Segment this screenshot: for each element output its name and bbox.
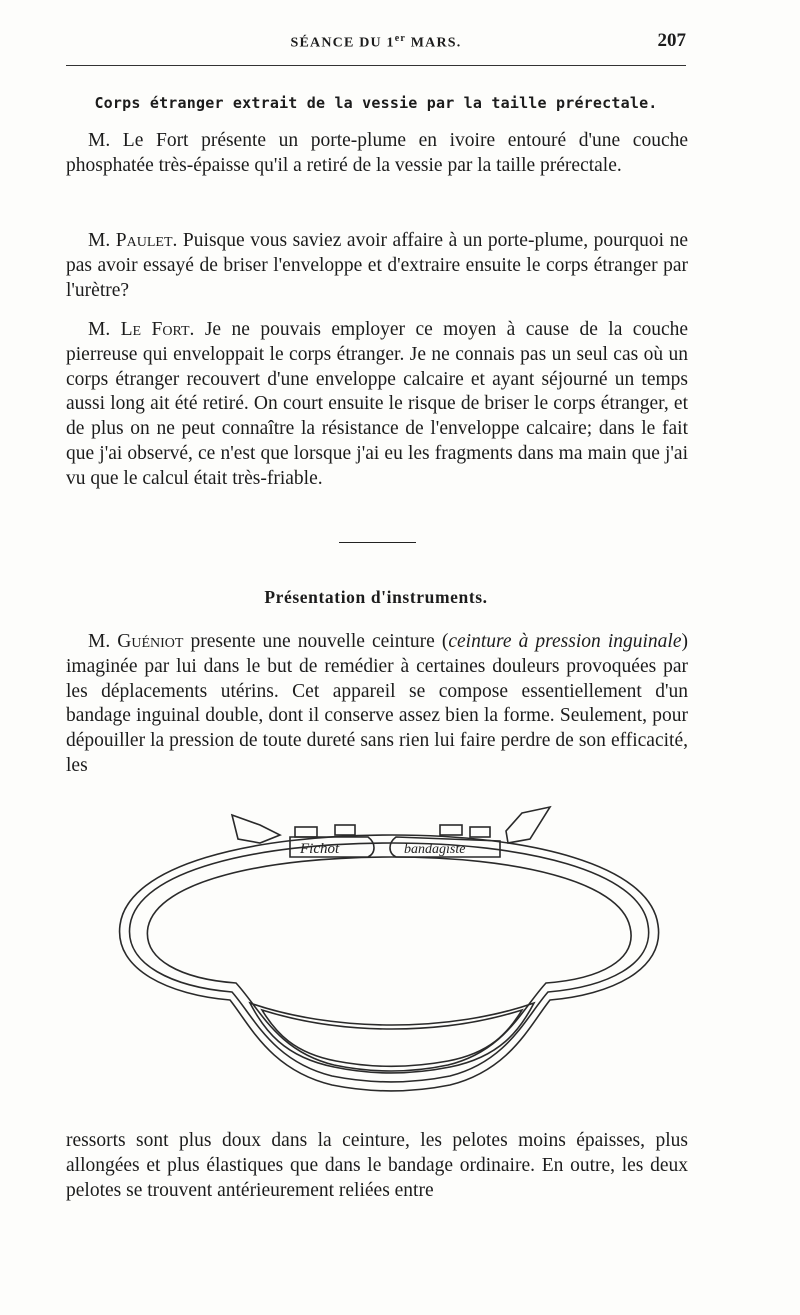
belt-outer-band [120, 835, 659, 1091]
section-title-corps-etranger: Corps étranger extrait de la vessie par la taille prérectale. [94, 94, 658, 112]
section-title-instruments: Présentation d'instruments. [264, 587, 488, 607]
paragraph-text: M. Le Fort présente un porte-plume en ivoire entouré d'une couche phosphatée très-épaisse qu'il a retiré de la vessie par la taille prérectale. [66, 130, 688, 176]
belt-drawing [110, 795, 670, 1115]
left-buckle [232, 815, 280, 843]
running-head [66, 33, 686, 52]
paragraph-le-fort-presentation [66, 129, 688, 179]
paragraph-text: Puisque vous saviez avoir affaire à un porte-plume, pourquoi ne pas avoir essayé de briser l'enveloppe et d'extraire ensuite le corps étranger par l'urètre? [66, 230, 688, 301]
pelote-inner-line [262, 1010, 522, 1066]
paragraph-text: presente une nouvelle ceinture ( [183, 631, 449, 652]
maker-plate-left-text: Fichot [300, 841, 340, 857]
belt-inner-ring [147, 857, 631, 1071]
page-header [66, 30, 686, 52]
top-clip-4 [470, 827, 490, 837]
right-buckle [506, 807, 550, 843]
speaker-name: M. Guéniot [88, 631, 184, 652]
running-head-text: SÉANCE DU 1 [290, 35, 395, 51]
top-clip-2 [335, 825, 355, 835]
speaker-name: M. Le Fort. [88, 319, 195, 340]
speaker-name: M. Paulet. [88, 230, 178, 251]
paragraph-ressorts [66, 1129, 688, 1203]
header-rule [66, 65, 686, 66]
top-clip-3 [440, 825, 462, 835]
maker-plate-right-text: bandagiste [404, 842, 466, 857]
page-number: 207 [657, 30, 686, 51]
paragraph-paulet [66, 229, 688, 303]
paragraph-text: Je ne pouvais employer ce moyen à cause de la couche pierreuse qui enveloppait le corps étranger. Je ne connais pas un seul cas où un corps étranger recouvert d'une enveloppe calcaire et ayant séjourné un temps aussi long ait été retiré. On court ensuite le risque de briser le corps étranger, et de plus on ne peut connaître la résistance de l'enveloppe calcaire; dans le fait que j'ai observé, ce n'est que lorsque j'ai eu les fragments dans ma main que j'ai vu que le calcul était très-friable. [66, 319, 689, 489]
running-head-sup: er [394, 33, 407, 44]
italic-term: ceinture à pression inguinale [448, 631, 682, 652]
belt-band-inner-line [130, 843, 649, 1082]
paragraph-le-fort-reply [66, 318, 688, 492]
paragraph-text: ressorts sont plus doux dans la ceinture, les pelotes moins épaisses, plus allongées et plus élastiques que dans le bandage ordinaire. En outre, les deux pelotes se trouvent antérieurement reliées entre [66, 1130, 688, 1201]
paragraph-text: ) imaginée par lui dans le but de remédier à certaines douleurs provoquées par les déplacements utérins. Cet appareil se compose essentiellement d'un bandage inguinal double, dont il conserve assez bien la forme. Seulement, pour dépouiller la pression de toute dureté sans rien lui faire perdre de son efficacité, les [66, 631, 688, 776]
paragraph-gueniot [66, 630, 688, 779]
pelote-outline [250, 1003, 534, 1073]
running-head-month: MARS. [406, 35, 462, 51]
section-divider [339, 542, 416, 543]
belt-illustration [110, 795, 670, 1115]
top-clip-1 [295, 827, 317, 837]
